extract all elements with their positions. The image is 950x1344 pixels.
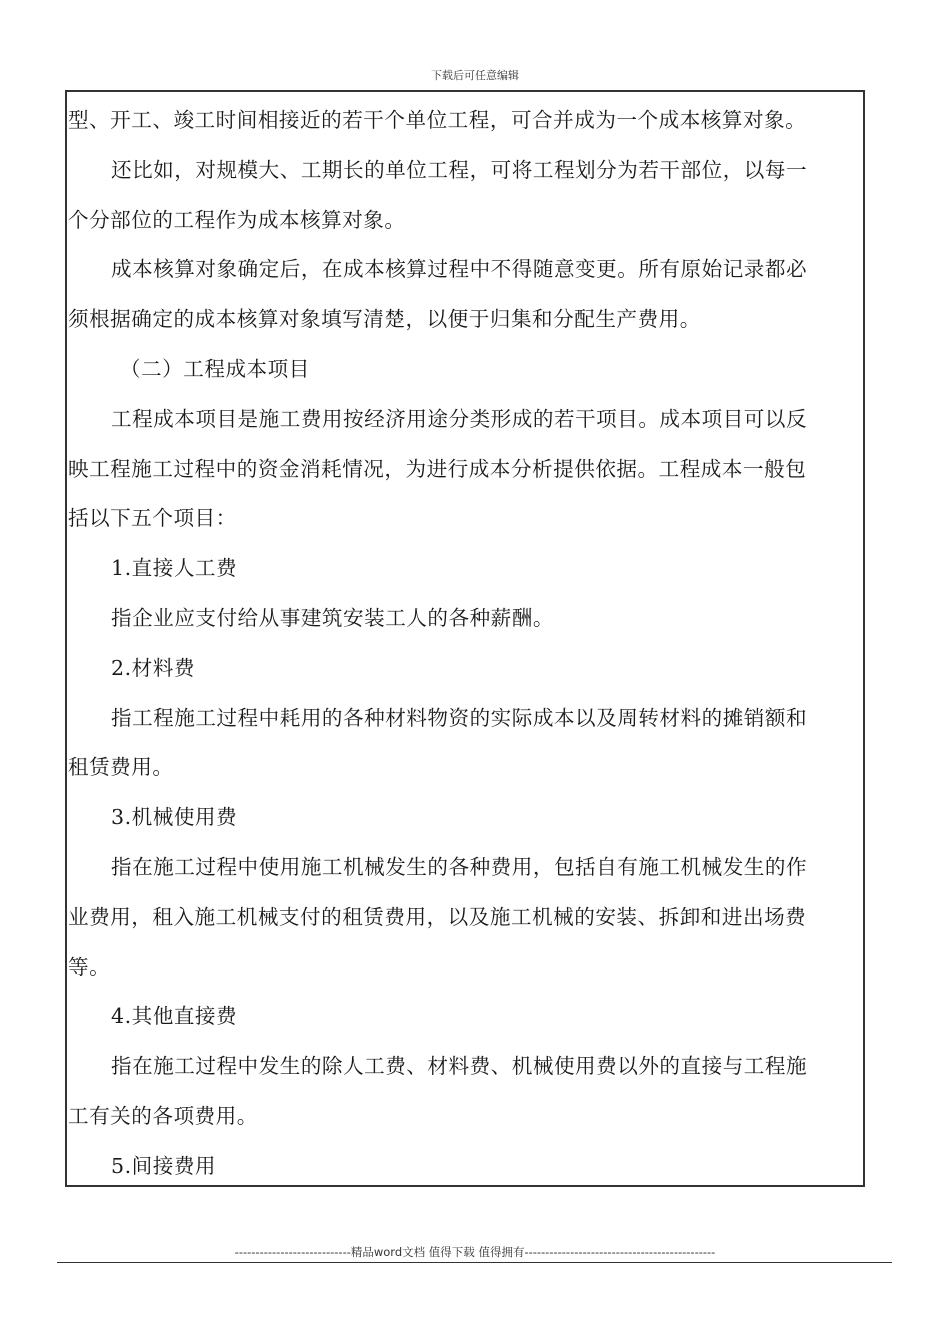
body-line: 等。: [68, 954, 111, 979]
body-line: 工程成本项目是施工费用按经济用途分类形成的若干项目。成本项目可以反: [111, 406, 808, 431]
item-heading: 3.机械使用费: [111, 805, 238, 830]
body-line: 指在施工过程中使用施工机械发生的各种费用，包括自有施工机械发生的作: [111, 854, 808, 879]
body-line: 个分部位的工程作为成本核算对象。: [68, 207, 406, 232]
body-line: 业费用，租入施工机械支付的租赁费用，以及施工机械的安装、拆卸和进出场费: [68, 904, 807, 929]
body-line: 成本核算对象确定后，在成本核算过程中不得随意变更。所有原始记录都必: [111, 257, 808, 282]
body-line: 指工程施工过程中耗用的各种材料物资的实际成本以及周转材料的摊销额和: [111, 705, 808, 730]
body-line: 型、开工、竣工时间相接近的若干个单位工程，可合并成为一个成本核算对象。: [68, 108, 807, 132]
header-note: 下载后可任意编辑: [431, 69, 519, 82]
body-line: 指在施工过程中发生的除人工费、材料费、机械使用费以外的直接与工程施: [111, 1054, 808, 1079]
body-line: 映工程施工过程中的资金消耗情况，为进行成本分析提供依据。工程成本一般包: [68, 456, 807, 481]
document-frame: [65, 90, 865, 1187]
item-heading: 4.其他直接费: [111, 1004, 238, 1029]
body-line: 指企业应支付给从事建筑安装工人的各种薪酬。: [111, 605, 554, 630]
footer-text: ----------------------------精品word文档 值得下载 值得拥有----------------------------------------------: [234, 1245, 716, 1259]
body-line: 租赁费用。: [68, 755, 174, 780]
body-line: 工有关的各项费用。: [68, 1103, 258, 1128]
body-line: 须根据确定的成本核算对象填写清楚，以便于归集和分配生产费用。: [68, 307, 701, 332]
footer-rule: [57, 1262, 892, 1263]
body-line: 还比如，对规模大、工期长的单位工程，可将工程划分为若干部位，以每一: [111, 157, 808, 182]
body-line: 括以下五个项目：: [68, 506, 237, 531]
section-heading: （二）工程成本项目: [120, 356, 310, 381]
item-heading: 2.材料费: [111, 655, 195, 680]
item-heading: 5.间接费用: [111, 1153, 217, 1178]
item-heading: 1.直接人工费: [111, 556, 238, 581]
